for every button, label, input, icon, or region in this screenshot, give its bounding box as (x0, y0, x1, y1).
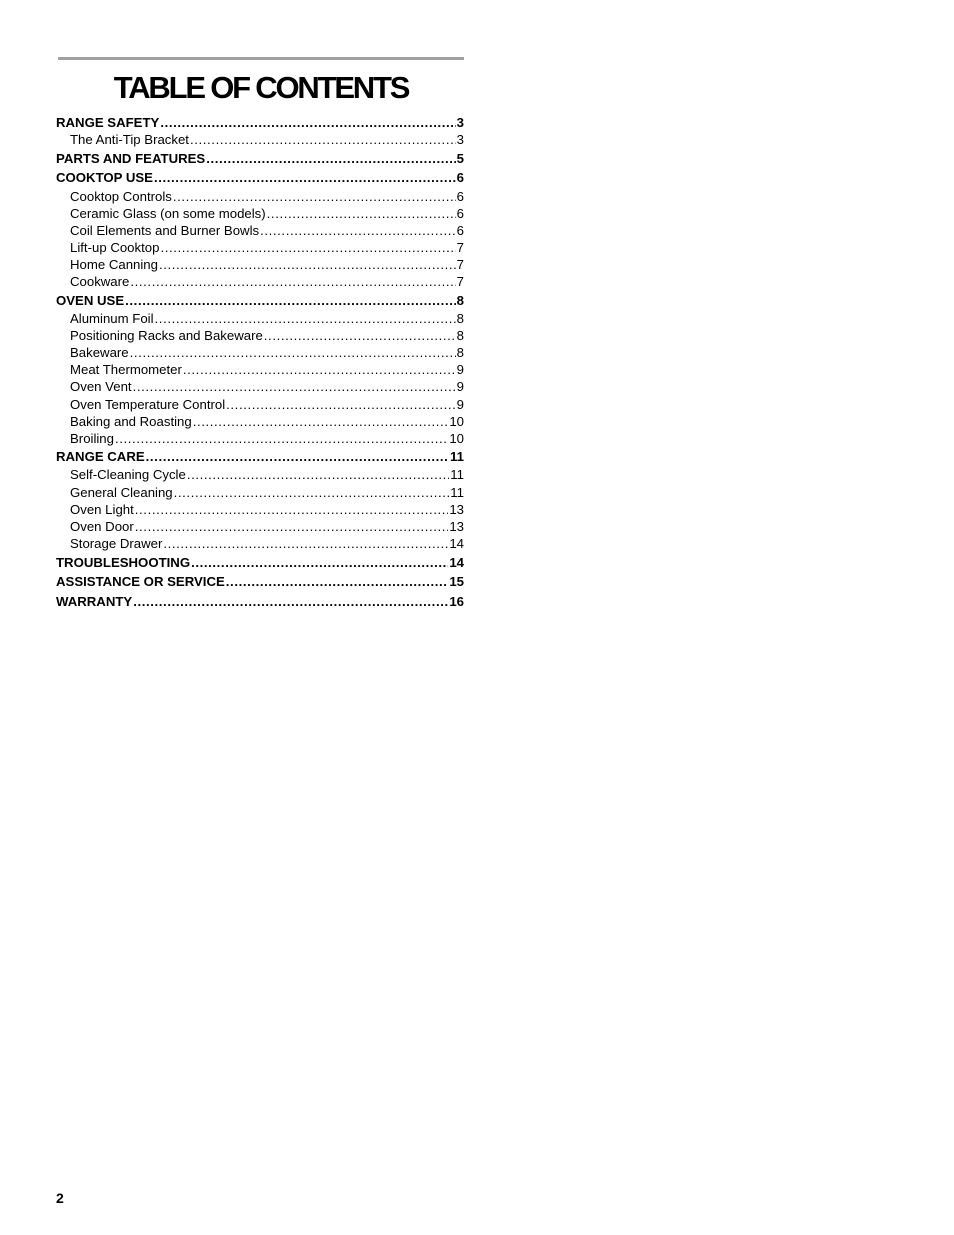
toc-dot-leader (267, 205, 456, 222)
toc-entry-page: 5 (456, 151, 464, 166)
toc-entry-title: Baking and Roasting (70, 414, 192, 429)
toc-section-entry[interactable] (56, 150, 464, 167)
toc-dot-leader (125, 292, 456, 309)
toc-dot-leader (264, 327, 456, 344)
toc-subsection-entry[interactable] (70, 413, 464, 430)
toc-subsection-entry[interactable] (70, 327, 464, 344)
toc-subsection-entry[interactable] (70, 273, 464, 290)
toc-section-entry[interactable] (56, 292, 464, 309)
toc-entry-page: 7 (456, 257, 464, 272)
toc-entry-title: Oven Temperature Control (70, 397, 226, 412)
toc-dot-leader (163, 535, 448, 552)
toc-dot-leader (155, 310, 456, 327)
toc-entry-page: 6 (456, 170, 464, 185)
toc-entry-title: Positioning Racks and Bakeware (70, 328, 263, 343)
toc-entry-page: 14 (449, 536, 464, 551)
toc-entry-title: TROUBLESHOOTING (56, 555, 191, 570)
toc-entry-title: OVEN USE (56, 293, 125, 308)
toc-entry-title: General Cleaning (70, 485, 173, 500)
toc-dot-leader (226, 396, 456, 413)
toc-entry-title: Coil Elements and Burner Bowls (70, 223, 260, 238)
toc-dot-leader (135, 501, 449, 518)
toc-entry-page: 11 (450, 485, 464, 500)
page-number: 2 (56, 1190, 64, 1206)
toc-dot-leader (115, 430, 448, 447)
toc-entry-page: 11 (450, 449, 464, 464)
toc-subsection-entry[interactable] (70, 222, 464, 239)
toc-dot-leader (160, 239, 455, 256)
toc-entry-title: Cooktop Controls (70, 189, 172, 204)
toc-subsection-entry[interactable] (70, 466, 464, 483)
toc-subsection-entry[interactable] (70, 131, 464, 148)
toc-subsection-entry[interactable] (70, 344, 464, 361)
toc-dot-leader (190, 131, 456, 148)
toc-dot-leader (135, 518, 449, 535)
toc-entry-page: 7 (456, 274, 464, 289)
toc-entry-page: 8 (456, 293, 464, 308)
toc-entry-title: COOKTOP USE (56, 170, 153, 185)
toc-entry-page: 14 (449, 555, 464, 570)
toc-dot-leader (187, 466, 449, 483)
toc-entry-title: Meat Thermometer (70, 362, 182, 377)
toc-dot-leader (133, 378, 456, 395)
page-title: TABLE OF CONTENTS (113, 70, 409, 105)
toc-subsection-entry[interactable] (70, 256, 464, 273)
toc-entry-title: Ceramic Glass (on some models) (70, 206, 266, 221)
toc-entry-page: 16 (449, 594, 464, 609)
toc-entry-page: 13 (449, 502, 464, 517)
toc-entry-title: Lift-up Cooktop (70, 240, 160, 255)
toc-section-entry[interactable] (56, 554, 464, 571)
toc-entry-title: WARRANTY (56, 594, 133, 609)
toc-entry-title: Oven Door (70, 519, 134, 534)
toc-section-entry[interactable] (56, 114, 464, 131)
toc-dot-leader (154, 169, 456, 186)
toc-entry-page: 10 (449, 414, 464, 429)
toc-dot-leader (206, 150, 455, 167)
toc-entry-page: 9 (456, 362, 464, 377)
toc-subsection-entry[interactable] (70, 188, 464, 205)
top-rule (58, 57, 464, 60)
toc-section-entry[interactable] (56, 573, 464, 590)
toc-entry-page: 10 (449, 431, 464, 446)
toc-entry-title: Broiling (70, 431, 114, 446)
toc-entry-title: The Anti-Tip Bracket (70, 132, 189, 147)
toc-dot-leader (160, 114, 455, 131)
toc-entry-page: 3 (456, 115, 464, 130)
toc-subsection-entry[interactable] (70, 378, 464, 395)
toc-dot-leader (260, 222, 456, 239)
toc-subsection-entry[interactable] (70, 205, 464, 222)
toc-dot-leader (159, 256, 456, 273)
toc-entry-title: Cookware (70, 274, 130, 289)
toc-entry-title: ASSISTANCE OR SERVICE (56, 574, 225, 589)
toc-dot-leader (226, 573, 449, 590)
toc-subsection-entry[interactable] (70, 430, 464, 447)
toc-dot-leader (133, 593, 448, 610)
toc-dot-leader (173, 188, 456, 205)
toc-dot-leader (174, 484, 450, 501)
toc-entry-title: Oven Vent (70, 379, 132, 394)
toc-subsection-entry[interactable] (70, 396, 464, 413)
toc-entry-page: 7 (456, 240, 464, 255)
toc-entry-title: RANGE SAFETY (56, 115, 160, 130)
toc-dot-leader (193, 413, 449, 430)
toc-subsection-entry[interactable] (70, 518, 464, 535)
toc-entry-title: Self-Cleaning Cycle (70, 467, 186, 482)
toc-dot-leader (146, 448, 449, 465)
toc-entry-page: 11 (450, 467, 464, 482)
toc-entry-title: PARTS AND FEATURES (56, 151, 206, 166)
toc-entry-title: RANGE CARE (56, 449, 145, 464)
toc-dot-leader (130, 273, 455, 290)
toc-dot-leader (130, 344, 456, 361)
toc-entry-page: 3 (456, 132, 464, 147)
toc-entry-page: 8 (456, 345, 464, 360)
toc-dot-leader (183, 361, 456, 378)
toc-subsection-entry[interactable] (70, 484, 464, 501)
toc-entry-page: 6 (456, 189, 464, 204)
toc-subsection-entry[interactable] (70, 361, 464, 378)
toc-entry-page: 9 (456, 379, 464, 394)
toc-section-entry[interactable] (56, 169, 464, 186)
toc-entry-title: Aluminum Foil (70, 311, 154, 326)
toc-entry-title: Bakeware (70, 345, 129, 360)
toc-entry-page: 8 (456, 311, 464, 326)
toc-dot-leader (191, 554, 448, 571)
toc-entry-title: Home Canning (70, 257, 158, 272)
toc-entry-page: 9 (456, 397, 464, 412)
toc-entry-page: 13 (449, 519, 464, 534)
toc-section-entry[interactable] (56, 448, 464, 465)
toc-subsection-entry[interactable] (70, 239, 464, 256)
toc-section-entry[interactable] (56, 593, 464, 610)
toc-entry-title: Storage Drawer (70, 536, 163, 551)
toc-entry-page: 6 (456, 206, 464, 221)
toc-entry-page: 8 (456, 328, 464, 343)
toc-entry-title: Oven Light (70, 502, 134, 517)
toc-subsection-entry[interactable] (70, 535, 464, 552)
toc-entry-page: 6 (456, 223, 464, 238)
toc-subsection-entry[interactable] (70, 501, 464, 518)
toc-subsection-entry[interactable] (70, 310, 464, 327)
toc-entry-page: 15 (449, 574, 464, 589)
